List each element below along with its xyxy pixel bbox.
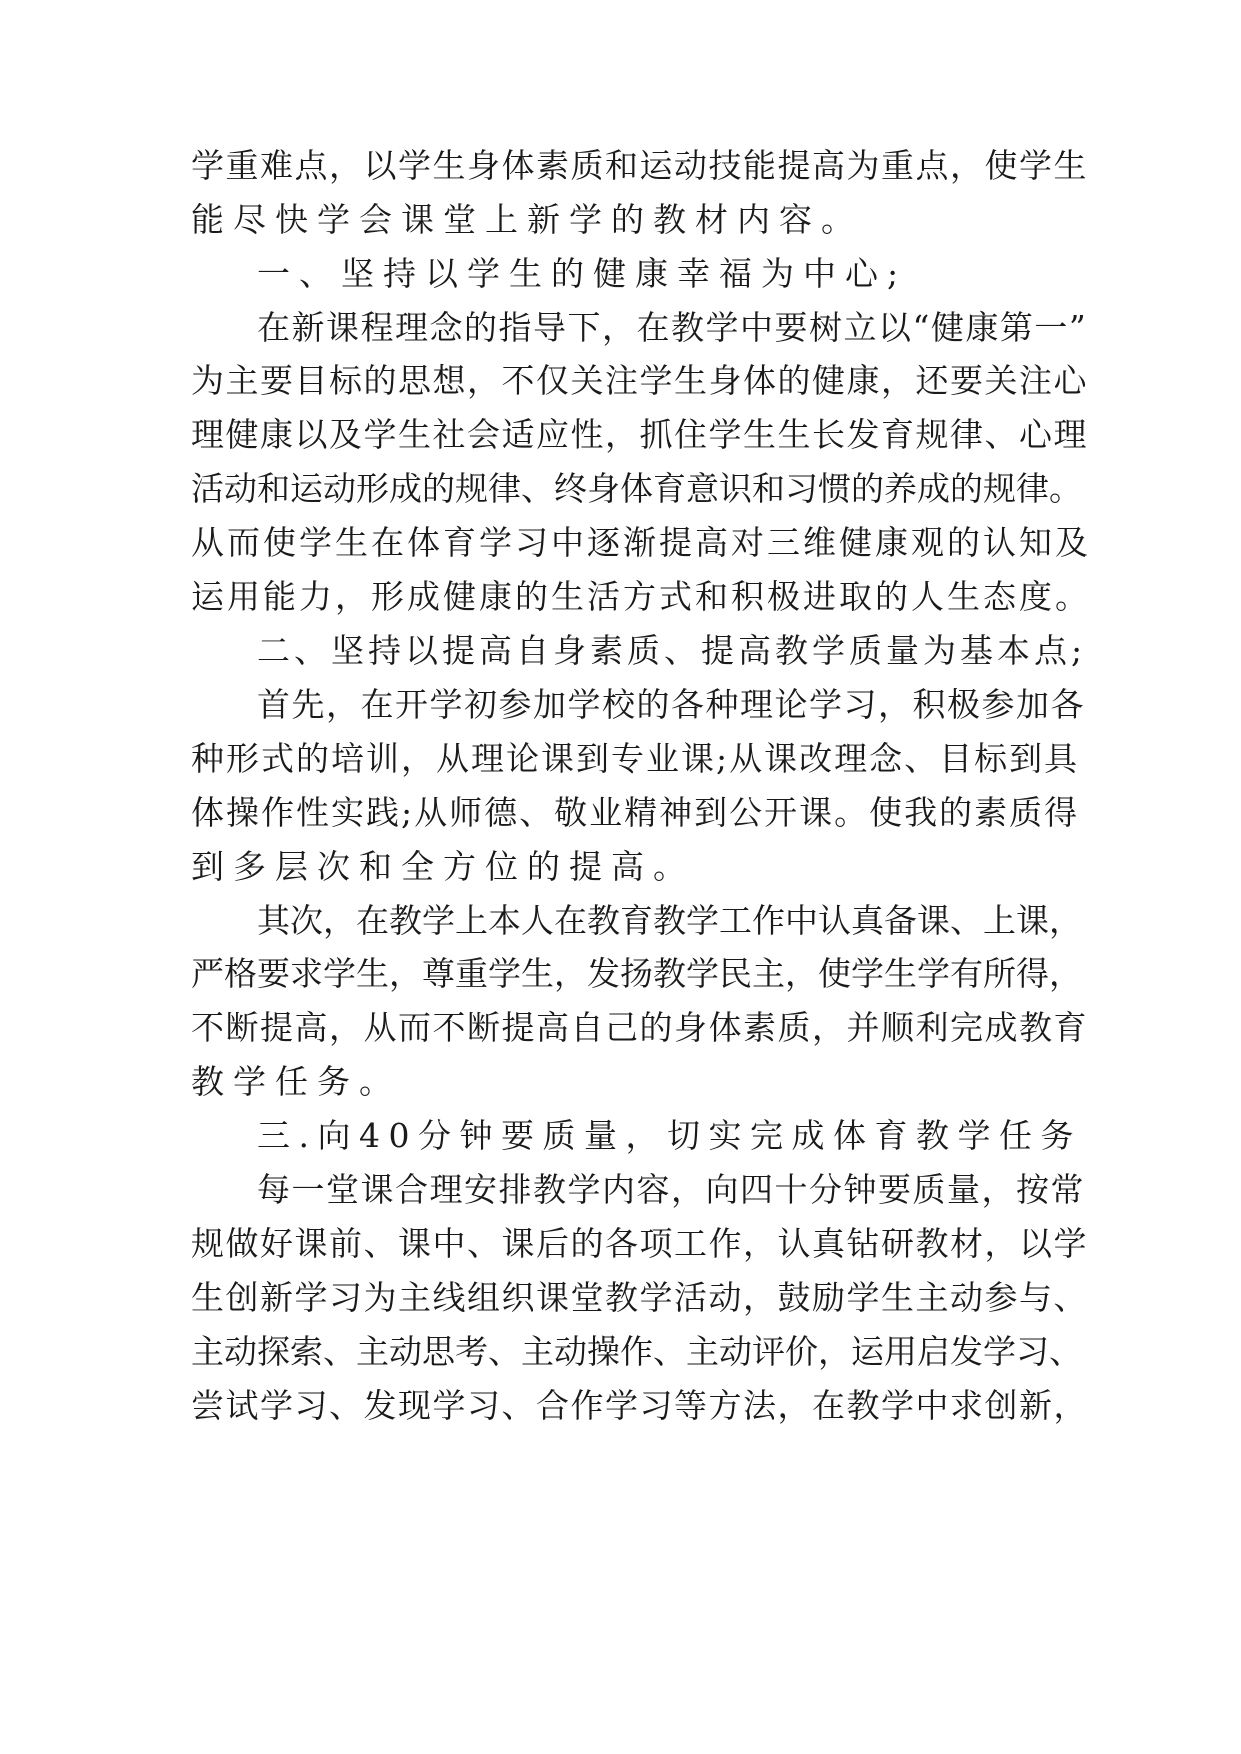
text-line: 首先，在开学初参加学校的各种理论学习，积极参加各 xyxy=(257,685,1085,724)
section-heading: 二、坚持以提高自身素质、提高教学质量为基本点; xyxy=(257,631,1087,670)
section-heading: 一、坚持以学生的健康幸福为中心; xyxy=(257,254,908,293)
text-line: 能尽快学会课堂上新学的教材内容。 xyxy=(191,200,863,239)
text-line: 到多层次和全方位的提高。 xyxy=(191,847,695,886)
text-line: 运用能力，形成健康的生活方式和积极进取的人生态度。 xyxy=(191,577,1091,616)
text-line: 严格要求学生，尊重学生，发扬教学民主，使学生学有所得， xyxy=(191,954,1082,993)
text-line: 理健康以及学生社会适应性，抓住学生生长发育规律、心理 xyxy=(191,415,1088,454)
text-line: 体操作性实践;从师德、敬业精神到公开课。使我的素质得 xyxy=(191,793,1080,832)
text-line: 其次，在教学上本人在教育教学工作中认真备课、上课， xyxy=(257,901,1082,940)
text-line: 学重难点，以学生身体素质和运动技能提高为重点，使学生 xyxy=(191,146,1088,185)
text-line: 不断提高，从而不断提高自己的身体素质，并顺利完成教育 xyxy=(191,1008,1088,1047)
text-line: 尝试学习、发现学习、合作学习等方法，在教学中求创新， xyxy=(191,1386,1088,1425)
text-line: 活动和运动形成的规律、终身体育意识和习惯的养成的规律。 xyxy=(191,469,1082,508)
text-line: 规做好课前、课中、课后的各项工作，认真钻研教材，以学 xyxy=(191,1224,1088,1263)
text-line: 从而使学生在体育学习中逐渐提高对三维健康观的认知及 xyxy=(191,523,1091,562)
text-line: 生创新学习为主线组织课堂教学活动，鼓励学生主动参与、 xyxy=(191,1278,1088,1317)
section-heading: 三.向40分钟要质量，切实完成体育教学任务 xyxy=(257,1116,1082,1155)
text-line: 种形式的培训，从理论课到专业课;从课改理念、目标到具 xyxy=(191,739,1080,778)
text-line: 教学任务。 xyxy=(191,1062,401,1101)
text-line: 在新课程理念的指导下，在教学中要树立以“健康第一” xyxy=(257,308,1088,347)
text-line: 每一堂课合理安排教学内容，向四十分钟要质量，按常 xyxy=(257,1170,1085,1209)
text-line: 主动探索、主动思考、主动操作、主动评价，运用启发学习、 xyxy=(191,1332,1082,1371)
text-line: 为主要目标的思想，不仅关注学生身体的健康，还要关注心 xyxy=(191,361,1088,400)
